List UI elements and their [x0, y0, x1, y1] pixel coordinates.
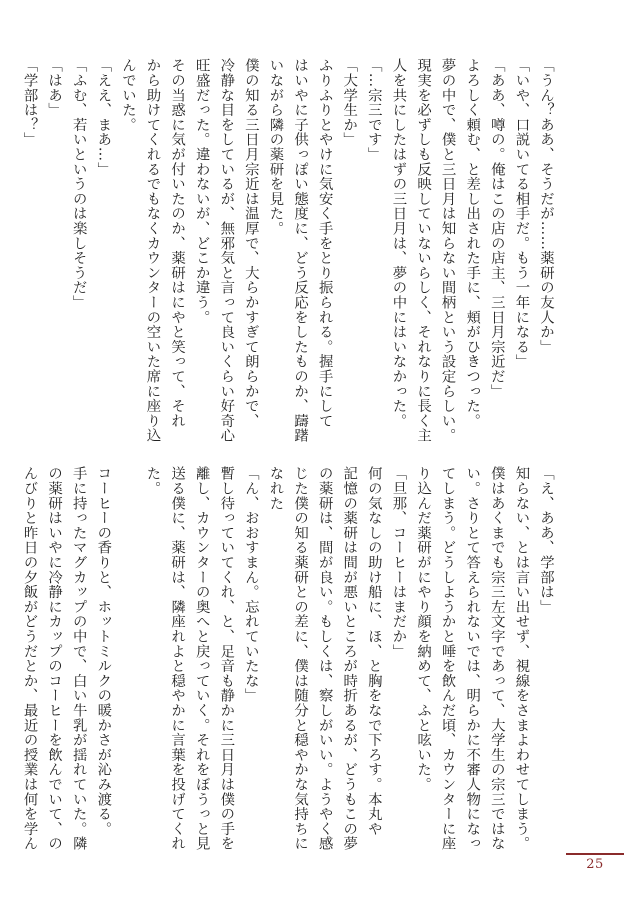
bottom-text-block — [21, 466, 558, 851]
text-line: から助けてくれるでもなくカウンターの空いた席に座り込 — [144, 58, 161, 443]
text-line: その当惑に気が付いたのか、薬研はにやと笑って、それ — [169, 58, 186, 428]
text-line: 「え、ああ、学部は」 — [538, 466, 554, 614]
text-line: いながら隣の薬研を見た。 — [267, 58, 284, 236]
text-line: はいやに子供っぽい態度に、どう反応をしたものか、躊躇 — [292, 58, 309, 443]
text-line: 記憶の薬研は間が悪いところが時折あるが、どうもこの夢 — [341, 466, 358, 851]
blank-line — [115, 466, 140, 838]
text-line: 「ええ、まあ…」 — [95, 58, 112, 177]
text-line: 暫し待っていてくれ、と、足音も静かに三日月は僕の手を — [218, 466, 235, 851]
text-line: てしまう。どうしようかと唾を飲んだ頃、カウンターに座 — [439, 466, 456, 851]
text-line: 冷静な目をしているが、無邪気と言って良いくらい好奇心 — [218, 58, 235, 443]
text-line: 人を共にしたはずの三日月は、夢の中にはいなかった。 — [390, 58, 407, 428]
page-number-rule — [566, 853, 624, 855]
text-line: んびりと昨日の夕飯がどうだとか、最近の授業は何を学ん — [21, 466, 38, 851]
text-line: んでいた。 — [119, 58, 136, 132]
text-line: 現実を必ずしも反映していないらしく、それなりに長く主 — [415, 58, 432, 443]
text-line: じた僕の知る薬研との差に、僕は随分と穏やかな気持ちに — [292, 466, 309, 851]
text-line: 「うん？ああ、そうだが……薬研の友人か」 — [538, 58, 554, 354]
text-line: 「はあ」 — [46, 58, 63, 118]
text-line: 送る僕に、薬研は、隣座れよと穏やかに言葉を投げてくれ — [169, 466, 186, 851]
text-line: の薬研はいやに冷静にカップのコーヒーを飲んでいて、の — [46, 466, 63, 851]
text-line: なれた — [267, 466, 284, 511]
text-line: い。さりとて答えられないでは、明らかに不審人物になっ — [464, 466, 481, 851]
text-line: 「ふむ、若いというのは楽しそうだ」 — [70, 58, 87, 310]
text-line: 「ああ、噂の。俺はこの店の店主、三日月宗近だ」 — [488, 58, 505, 399]
text-line: 夢の中で、僕と三日月は知らない間柄という設定らしい。 — [439, 58, 456, 443]
text-line: 離し、カウンターの奥へと戻っていく。それをぼうっと見 — [193, 466, 210, 851]
text-line: 手に持ったマグカップの中で、白い牛乳が揺れていた。隣 — [70, 466, 87, 851]
text-line: の薬研は、間が良い。もしくは、察しがいい。ようやく感 — [316, 466, 333, 851]
text-line: 「…宗三です」 — [365, 58, 382, 162]
text-line: 知らない、とは言い出せず、視線をさまよわせてしまう。 — [513, 466, 530, 851]
text-line: 僕の知る三日月宗近は温厚で、大らかすぎて朗らかで、 — [242, 58, 259, 428]
text-line: ふりふりとやけに気安く手をとり振られる。握手にして — [316, 58, 333, 428]
text-line: 僕はあくまでも宗三左文字であって、大学生の宗三ではな — [488, 466, 505, 851]
text-line: た。 — [144, 466, 161, 496]
text-line: 「いや、口説いてる相手だ。もう一年になる」 — [513, 58, 530, 369]
text-line: コーヒーの香りと、ホットミルクの暖かさが沁み渡る。 — [95, 466, 112, 836]
text-line: 「学部は？」 — [21, 58, 38, 147]
text-line: り込んだ薬研がにやり顔を納めて、ふと呟いた。 — [415, 466, 432, 792]
text-line: 「ん、おおすまん。忘れていたな」 — [242, 466, 259, 703]
text-line: 何の気なしの助け船に、ほ、と胸をなで下ろす。本丸や — [365, 466, 382, 836]
text-line: 旺盛だった。違わないが、どこか違う。 — [193, 58, 210, 325]
text-line: 「大学生か」 — [341, 58, 358, 147]
page-number: 25 — [586, 857, 604, 872]
top-text-block — [21, 58, 558, 448]
text-line: よろしく頼む、と差し出された手に、頬がひきつった。 — [464, 58, 481, 428]
text-line: 「旦那、コーヒーはまだか」 — [390, 466, 407, 659]
